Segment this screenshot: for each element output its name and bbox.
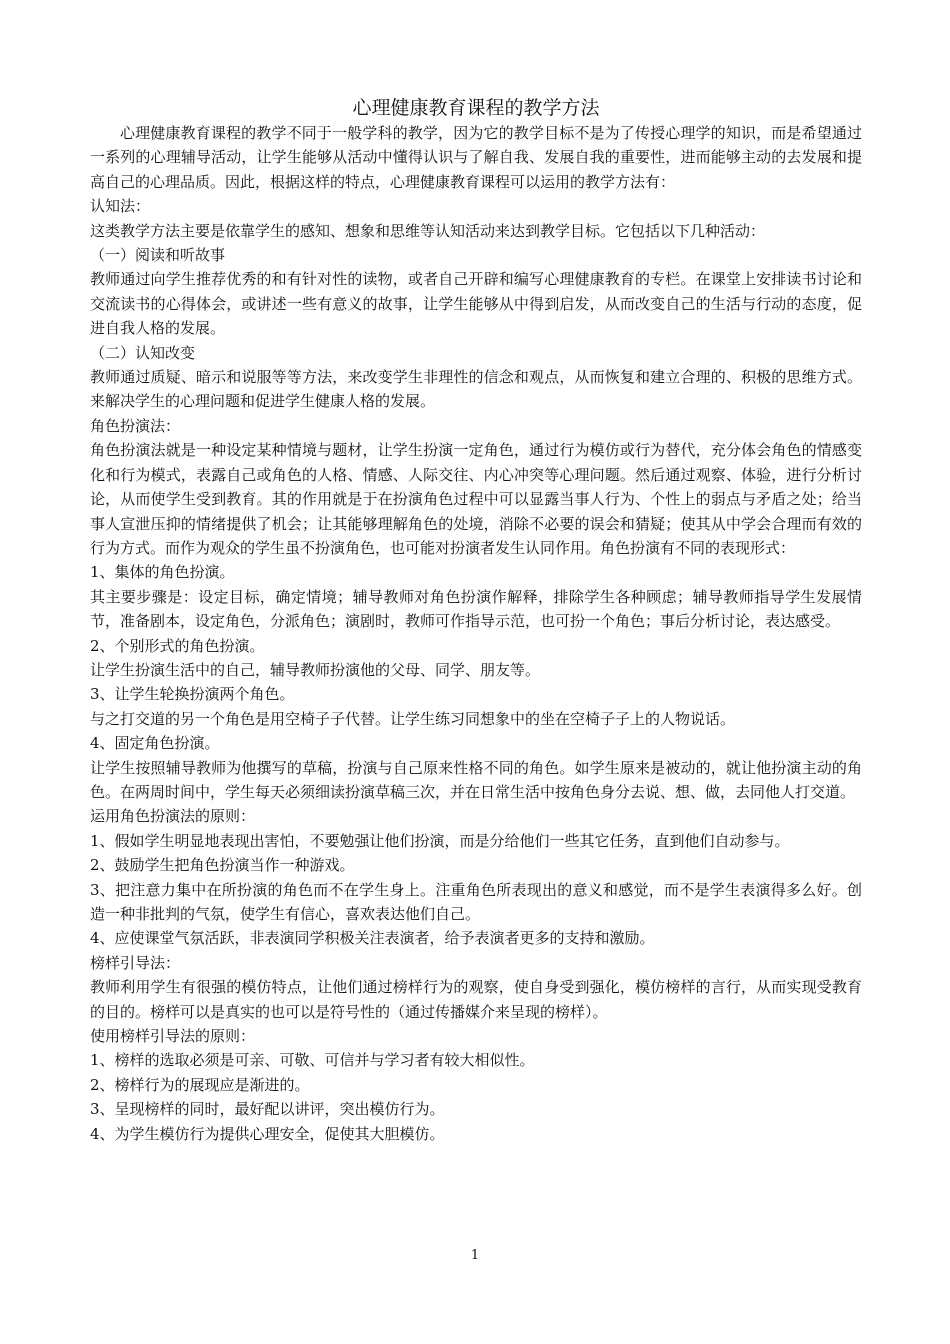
paragraph: 其主要步骤是：设定目标，确定情境；辅导教师对角色扮演作解释，排除学生各种顾虑；辅导教师指导学生发展情节，准备剧本，设定角色，分派角色；演剧时，教师可作指导示范，也可扮一个角色；事后分析讨论，表达感受。 <box>90 587 862 631</box>
document-body <box>90 95 862 1146</box>
section-heading: 榜样引导法： <box>90 953 181 972</box>
list-item: 3、把注意力集中在所扮演的角色而不在学生身上。注重角色所表现出的意义和感觉，而不是学生表演得多么好。创造一种非批判的气氛，使学生有信心，喜欢表达他们自己。 <box>90 880 862 923</box>
subsection-heading: （二）认知改变 <box>90 343 196 362</box>
paragraph: 教师利用学生有很强的模仿特点，让他们通过榜样行为的观察，使自身受到强化，模仿榜样的言行，从而实现受教育的目的。榜样可以是真实的也可以是符号性的（通过传播媒介来呈现的榜样）。 <box>90 978 862 1021</box>
paragraph: 教师通过质疑、暗示和说服等等方法，来改变学生非理性的信念和观点，从而恢复和建立合理的、积极的思维方式。来解决学生的心理问题和促进学生健康人格的发展。 <box>90 368 862 411</box>
document-title: 心理健康教育课程的教学方法 <box>352 97 600 119</box>
list-item: 3、呈现榜样的同时，最好配以讲评，突出模仿行为。 <box>90 1100 445 1119</box>
section-heading: 角色扮演法： <box>90 416 181 435</box>
list-item: 1、集体的角色扮演。 <box>90 563 235 582</box>
list-item: 4、固定角色扮演。 <box>90 734 220 753</box>
list-item: 2、榜样行为的展现应是渐进的。 <box>90 1075 310 1094</box>
paragraph-list <box>90 121 862 1146</box>
subsection-heading: （一）阅读和听故事 <box>90 246 226 265</box>
list-item: 3、让学生轮换扮演两个角色。 <box>90 685 295 704</box>
list-item: 4、为学生模仿行为提供心理安全，促使其大胆模仿。 <box>90 1124 445 1143</box>
list-item: 2、鼓励学生把角色扮演当作一种游戏。 <box>90 856 355 875</box>
list-item: 2、个别形式的角色扮演。 <box>90 636 265 655</box>
list-item: 1、榜样的选取必须是可亲、可敬、可信并与学习者有较大相似性。 <box>90 1051 535 1070</box>
paragraph: 心理健康教育课程的教学不同于一般学科的教学，因为它的教学目标不是为了传授心理学的知识，而是希望通过一系列的心理辅导活动，让学生能够从活动中懂得认识与了解自我、发展自我的重要性，进而能够主动的去发展和提高自己的心理品质。因此，根据这样的特点，心理健康教育课程可以运用的教学方法有： <box>90 124 862 191</box>
list-item: 1、假如学生明显地表现出害怕，不要勉强让他们扮演，而是分给他们一些其它任务，直到他们自动参与。 <box>90 831 790 850</box>
section-heading: 运用角色扮演法的原则： <box>90 807 256 826</box>
paragraph: 角色扮演法就是一种设定某种情境与题材，让学生扮演一定角色，通过行为模仿或行为替代，充分体会角色的情感变化和行为模式，表露自己或角色的人格、情感、人际交往、内心冲突等心理问题。然后通过观察、体验，进行分析讨论，从而使学生受到教育。其的作用就是于在扮演角色过程中可以显露当事人行为、个性上的弱点与矛盾之处；给当事人宣泄压抑的情绪提供了机会；让其能够理解角色的处境，消除不必要的误会和猜疑；使其从中学会合理而有效的行为方式。而作为观众的学生虽不扮演角色，也可能对扮演者发生认同作用。角色扮演有不同的表现形式： <box>90 441 862 557</box>
section-heading: 认知法： <box>90 197 151 216</box>
paragraph: 与之打交道的另一个角色是用空椅子子代替。让学生练习同想象中的坐在空椅子子上的人物说话。 <box>90 709 736 728</box>
paragraph: 让学生扮演生活中的自己，辅导教师扮演他的父母、同学、朋友等。 <box>90 660 541 679</box>
page-number: 1 <box>470 1248 480 1263</box>
paragraph: 这类教学方法主要是依靠学生的感知、想象和思维等认知活动来达到教学目标。它包括以下几种活动： <box>90 221 766 240</box>
section-heading: 使用榜样引导法的原则： <box>90 1027 256 1046</box>
paragraph: 让学生按照辅导教师为他撰写的草稿，扮演与自己原来性格不同的角色。如学生原来是被动的，就让他扮演主动的角色。在两周时间中，学生每天必须细读扮演草稿三次，并在日常生活中按角色身分去说、想、做，去同他人打交道。 <box>90 758 862 801</box>
paragraph: 教师通过向学生推荐优秀的和有针对性的读物，或者自己开辟和编写心理健康教育的专栏。在课堂上安排读书讨论和交流读书的心得体会，或讲述一些有意义的故事，让学生能够从中得到启发，从而改变自己的生活与行动的态度，促进自我人格的发展。 <box>90 270 862 338</box>
list-item: 4、应使课堂气氛活跃，非表演同学积极关注表演者，给予表演者更多的支持和激励。 <box>90 929 655 948</box>
